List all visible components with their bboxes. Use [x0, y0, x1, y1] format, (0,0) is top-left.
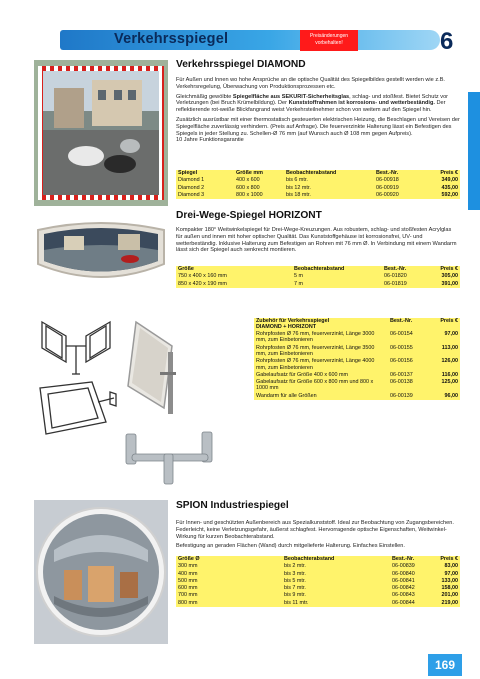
col-header: Preis €	[440, 266, 458, 272]
table-cell: bis 12 mtr.	[286, 184, 311, 191]
table-cell: 201,00	[441, 592, 458, 599]
table-cell: bis 7 mtr.	[284, 585, 306, 592]
mirror-on-post-photo	[120, 316, 186, 416]
table-cell: 06-00139	[390, 392, 413, 399]
table-cell: Rohrpfosten Ø 76 mm, feuerverzinkt, Länge 3000 mm, zum Einbetonieren	[256, 331, 375, 344]
table-cell: 113,00	[441, 344, 458, 351]
table-cell: 592,00	[441, 191, 458, 198]
spion-description	[176, 520, 460, 550]
table-cell: 97,00	[444, 331, 458, 338]
table-cell: 06-01819	[384, 280, 407, 287]
table-row	[176, 592, 460, 599]
table-row	[176, 585, 460, 592]
col-header: Preis €	[440, 556, 458, 562]
accessories-header-line1: Zubehör für Verkehrsspiegel	[256, 318, 330, 324]
accessories-header-line2: DIAMOND + HORIZONT	[256, 324, 317, 331]
diamond-paragraph-2	[176, 94, 460, 114]
table-cell: 06-00156	[390, 358, 413, 365]
table-cell: 97,00	[444, 570, 458, 577]
table-cell: 305,00	[441, 273, 458, 280]
page-number: 169	[428, 654, 462, 676]
diamond-p2-e: Der reflektierende rot-weiße Blickfangrand weist Verkehrsteilnehmer schon von weitem auf den Spiegel hin.	[176, 100, 446, 114]
table-row	[176, 185, 460, 192]
col-header: Größe	[178, 266, 194, 272]
table-cell: 06-00839	[392, 563, 415, 570]
diamond-p2-a: Gleichmäßig gewölbte	[176, 93, 233, 100]
table-cell: 500 mm	[178, 577, 198, 584]
table-cell: 83,00	[444, 563, 458, 570]
table-cell: 06-00154	[390, 331, 413, 338]
fork-attachment-drawing	[36, 318, 116, 376]
table-row	[176, 571, 460, 578]
table-cell: 750 x 400 x 160 mm	[178, 273, 227, 280]
table-row	[176, 192, 460, 199]
table-cell: 800 x 1000	[236, 191, 263, 198]
table-cell: 219,00	[441, 599, 458, 606]
diamond-description	[176, 77, 460, 144]
table-cell: 600 x 800	[236, 184, 260, 191]
table-header-row	[254, 318, 460, 331]
table-cell: Gabelaufsatz für Größe 600 x 800 mm und 800 x 1000 mm	[256, 379, 374, 392]
table-cell: bis 5 mtr.	[284, 577, 306, 584]
table-cell: Diamond 3	[178, 191, 205, 198]
wall-arm-drawing	[36, 378, 118, 440]
horizont-title: Drei-Wege-Spiegel HORIZONT	[176, 210, 322, 221]
col-header: Beobachterabstand	[286, 170, 337, 176]
table-cell: bis 9 mtr.	[284, 592, 306, 599]
horizont-description: Kompakter 180° Weitwinkelspiegel für Drei-Wege-Kreuzungen. Aus robustem, schlag- und stoßfesten Acrylglas für außen und innen mit hoher optischer Qualität. Das Kunststoffgehäuse ist korrosionsfrei, UV- und wetterbeständig. Inklusive Halterung zum Befestigen an Rohren mit 76 mm Ø. In Verbindung mit einem Wandarm lässt sich der Spiegel auch senkrecht montieren.	[176, 227, 457, 254]
table-cell: 06-00137	[390, 371, 413, 378]
table-cell: 06-00843	[392, 592, 415, 599]
table-row	[176, 578, 460, 585]
page-title: Verkehrsspiegel	[114, 31, 229, 47]
table-cell: 126,00	[441, 358, 458, 365]
table-cell: 850 x 420 x 190 mm	[178, 280, 227, 287]
table-cell: 06-00841	[392, 577, 415, 584]
spion-paragraph-1: Für Innen- und geschützten Außenbereich aus Spezialkunststoff. Ideal zur Beobachtung von Zugangsbereichen. Federleicht, keine Verletzungsgefahr, äußerst schlagfest. Hervorragende optische Eigenschaften, Weitwinkel-Wirkung für kurzen Beobachterabstand.	[176, 520, 454, 540]
table-cell: Wandarm für alle Größen	[256, 392, 317, 399]
table-row	[176, 281, 460, 288]
table-cell: 133,00	[441, 577, 458, 584]
table-row	[254, 392, 460, 399]
table-cell: bis 18 mtr.	[286, 191, 311, 198]
table-row	[254, 331, 460, 345]
table-cell: 600 mm	[178, 585, 198, 592]
diamond-paragraph-3: Zusätzlich ausrüstbar mit einer thermostatisch gesteuerten elektrischen Heizung, die Beschlagen und Vereisen der Spiegelfläche zuverlässig verhindern. (Preis auf Anfrage). Die feuerverzinkte Halterung lässt ein Befestigen des Spiegels in jeder Stellung zu. Schellen-Ø 76 mm (auf Wunsch auch Ø 108 mm gegen Aufpreis).	[176, 116, 460, 137]
horizont-mirror-photo	[34, 212, 168, 294]
table-cell: 06-00138	[390, 379, 413, 386]
table-cell: 06-00844	[392, 599, 415, 606]
price-change-note-line2: vorbehalten!	[315, 40, 343, 46]
table-row	[254, 344, 460, 358]
spion-mirror-photo	[34, 500, 168, 644]
diamond-title: Verkehrsspiegel DIAMOND	[176, 59, 306, 70]
price-change-note	[300, 30, 358, 51]
table-cell: bis 3 mtr.	[284, 570, 306, 577]
table-cell: 300 mm	[178, 563, 198, 570]
diamond-paragraph-1: Für Außen und Innen wo hohe Ansprüche an die optische Qualität des Spiegelbildes gestellt werden wie z.B. Verkehrsregelung, Überwachung von Produktionsprozessen etc.	[176, 77, 445, 90]
table-cell: 158,00	[441, 585, 458, 592]
col-header: Größe Ø	[178, 556, 200, 562]
table-cell: 125,00	[441, 379, 458, 386]
accessories-table	[254, 318, 460, 400]
col-header: Beobachterabstand	[294, 266, 345, 272]
diamond-p2-c: , schlag- und stoßfest. Bietet Schutz vor Verletzungen (bei Bruch Krümelbildung). Der	[176, 93, 449, 107]
diamond-price-table	[176, 170, 460, 199]
col-header: Spiegel	[178, 170, 198, 176]
table-row	[254, 358, 460, 372]
spion-paragraph-2: Befestigung an geraden Flächen (Wand) durch mitgelieferte Halterung. Einfaches Einstellen.	[176, 543, 405, 550]
table-cell: 96,00	[444, 392, 458, 399]
table-cell: 06-00918	[376, 177, 399, 184]
col-header: Preis €	[440, 170, 458, 176]
table-cell: 400 mm	[178, 570, 198, 577]
table-cell: 349,00	[441, 177, 458, 184]
accessories-header	[254, 318, 388, 331]
table-cell: Rohrpfosten Ø 76 mm, feuerverzinkt, Länge 3500 mm, zum Einbetonieren	[256, 344, 375, 357]
table-row	[254, 371, 460, 378]
table-cell: Rohrpfosten Ø 76 mm, feuerverzinkt, Länge 4000 mm, zum Einbetonieren	[256, 358, 375, 371]
spion-title: SPION Industriespiegel	[176, 500, 289, 511]
col-header: Preis €	[440, 318, 458, 324]
table-cell: Diamond 2	[178, 184, 205, 191]
table-cell: Diamond 1	[178, 177, 205, 184]
col-header: Best.-Nr.	[376, 170, 399, 176]
table-cell: 06-01820	[384, 273, 407, 280]
table-cell: 5 m	[294, 273, 303, 280]
table-cell: 06-00919	[376, 184, 399, 191]
col-header: Beobachterabstand	[284, 556, 335, 562]
table-header-row	[176, 266, 460, 273]
diamond-mirror-photo	[34, 60, 168, 206]
table-cell: 400 x 600	[236, 177, 260, 184]
table-cell: bis 6 mtr.	[286, 177, 308, 184]
table-cell: 391,00	[441, 280, 458, 287]
table-row	[176, 563, 460, 570]
table-header-row	[176, 170, 460, 177]
diamond-p2-d: Kunststoffrahmen ist korrosions- und wetterbeständig.	[288, 100, 435, 107]
table-cell: 800 mm	[178, 599, 198, 606]
table-cell: 06-00920	[376, 191, 399, 198]
col-header: Best.-Nr.	[384, 266, 407, 272]
table-cell: 06-00155	[390, 344, 413, 351]
table-cell: 7 m	[294, 280, 303, 287]
table-row	[176, 177, 460, 184]
table-cell: 06-00840	[392, 570, 415, 577]
col-header: Best.-Nr.	[390, 318, 413, 324]
spion-price-table	[176, 556, 460, 607]
diamond-p2-b: Spiegelfläche aus SEKURIT-Sicherheitsglas	[232, 93, 350, 100]
col-header: Größe mm	[236, 170, 263, 176]
table-row	[176, 600, 460, 607]
price-change-note-line1: Preisänderungen	[309, 33, 349, 39]
diamond-paragraph-4: 10 Jahre Funktionsgarantie	[176, 137, 244, 144]
table-row	[176, 273, 460, 280]
table-cell: bis 2 mtr.	[284, 563, 306, 570]
table-cell: 435,00	[441, 184, 458, 191]
table-cell: 06-00842	[392, 585, 415, 592]
table-header-row	[176, 556, 460, 563]
col-header: Best.-Nr.	[392, 556, 415, 562]
section-side-strip	[468, 92, 480, 210]
horizont-price-table	[176, 266, 460, 288]
table-cell: 116,00	[441, 371, 458, 378]
table-cell: Gabelaufsatz für Größe 400 x 600 mm	[256, 371, 348, 378]
table-cell: 700 mm	[178, 592, 198, 599]
section-number: 6	[440, 28, 454, 55]
table-cell: bis 11 mtr.	[284, 599, 309, 606]
fork-attachment-photo	[118, 424, 220, 486]
table-row	[254, 379, 460, 393]
